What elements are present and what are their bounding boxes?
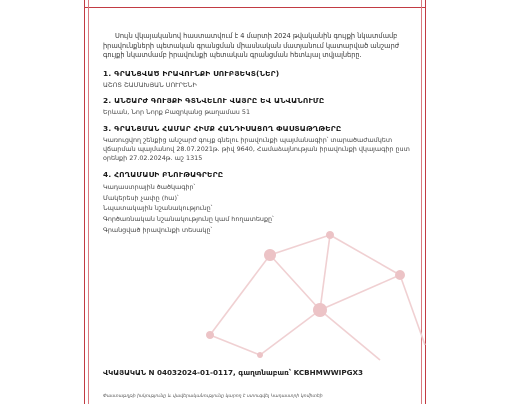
section-title: 3. ԳՐԱՆՑՄԱՆ ՀԱՄԱՐ ՀԻՄՔ ՀԱՆԴԻՍԱՑՈՂ ՓԱՍՏԱԹՂԹԵՐԸ: [103, 123, 342, 133]
section-location: [103, 96, 415, 117]
verification-footnote: Փաստաթղթի իսկությունը և վավերականությունը կարող է ստուգվել Կադաստրի կոմիտեի: [103, 394, 323, 399]
list-item: Գրանցված իրավունքի տեսակը՝: [103, 226, 213, 234]
owner-name: ԱՇՈՏ ՇԱՄԱԽՅԱՆ ՍՈՒՐԵՆԻ: [103, 80, 197, 89]
certificate-content: [103, 32, 415, 242]
section-title: 2. ԱՆՇԱՐԺ ԳՈՒՅՔԻ ԳՏՆՎԵԼՈՒ ՎԱՅՐԸ ԵՎ ԱՆՎԱՆՈՒՄԸ: [103, 96, 325, 106]
land-characteristics: [103, 182, 415, 236]
section-title: 4. ՀՈՂԱՄԱՍԻ ԲՆՈՒԹԱԳՐԵՐԸ: [103, 169, 224, 179]
section-subject: [103, 69, 415, 90]
section-land: [103, 170, 415, 236]
list-item: Կադաստրային ծածկագիր՝: [103, 182, 196, 191]
section-title: 1. ԳՐԱՆՑՎԱԾ ԻՐԱՎՈՒՆՔԻ ՍՈՒԲՅԵԿՏ(ՆԵՐ): [103, 68, 280, 78]
list-item: Գործառնական նշանակությունը կամ հողատեսքը՝: [103, 215, 274, 224]
certificate-number: ՎԿԱՅԱԿԱՆ N 04032024-01-0117, գաղտնաբառ՝ KCBHMWWIPGX3: [103, 368, 364, 377]
list-item: Մակերեսի չափը (հա)՝: [103, 193, 179, 202]
property-address: Երևան, Նոր Նորք Բազրկանց թաղամաս 51: [103, 108, 251, 117]
list-item: Նպատակային նշանակությունը՝: [103, 204, 213, 213]
basis-documents: Կառուցվող շենքից անշարժ գույք գնելու իրավունքի պայմանագիր՝ տարածաժամկետ վճարման պայմանով 28.07.2021թ. թիվ 9640, Համաձայնության իրավունքի վկայագիր ըստ օրենքի 27.02.2024թ. աշ 1315: [103, 135, 410, 163]
intro-paragraph: Սույն վկայականով հաստատվում է 4 մարտի 2024 թվականին գույքի նկատմամբ իրավունքների պետական գրանցման միասնական մատյանում կատարված անշարժ գույքի նկատմամբ իրավունքի պետական գրանցման հետևյալ տվյալները.: [103, 32, 400, 60]
section-documents: [103, 124, 415, 164]
